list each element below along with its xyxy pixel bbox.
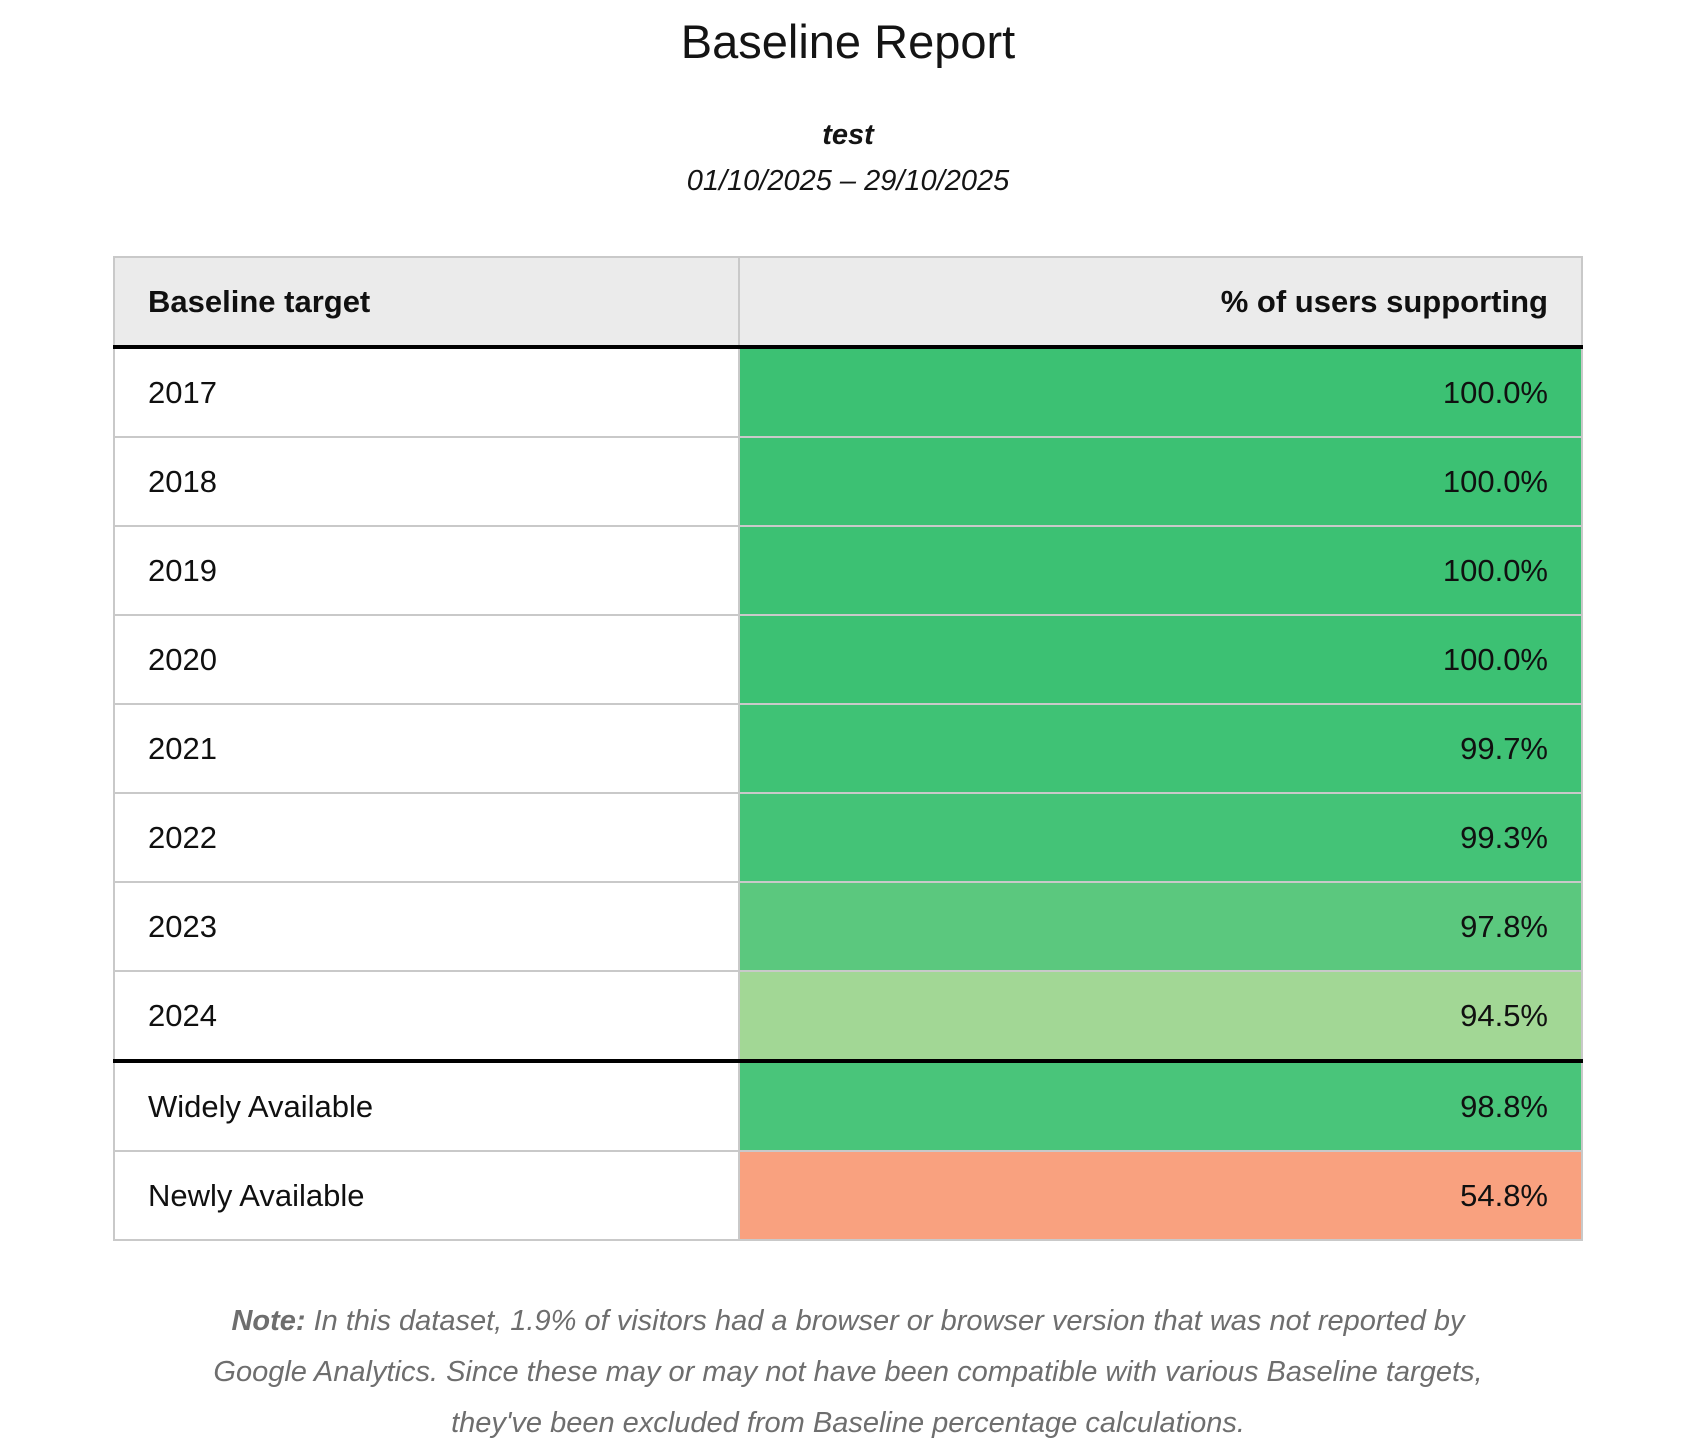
baseline-target-cell: 2020 <box>114 615 739 704</box>
baseline-target-cell: Widely Available <box>114 1061 739 1151</box>
table-row <box>114 347 1582 437</box>
percent-cell: 99.7% <box>739 704 1582 793</box>
page-title: Baseline Report <box>680 15 1016 68</box>
baseline-target-cell: 2019 <box>114 526 739 615</box>
table-row <box>114 704 1582 793</box>
footnote <box>206 1296 1491 1449</box>
table-header <box>114 257 1582 347</box>
baseline-report-table <box>113 256 1583 1241</box>
baseline-target-cell: 2023 <box>114 882 739 971</box>
percent-cell: 97.8% <box>739 882 1582 971</box>
footnote-label: Note: <box>231 1305 306 1337</box>
table-row <box>114 1151 1582 1240</box>
table-header-row <box>114 257 1582 347</box>
percent-cell: 54.8% <box>739 1151 1582 1240</box>
percent-cell: 100.0% <box>739 615 1582 704</box>
column-header-percent-supporting: % of users supporting <box>739 257 1582 347</box>
table-row <box>114 1061 1582 1151</box>
table-row <box>114 882 1582 971</box>
footnote-text: In this dataset, 1.9% of visitors had a browser or browser version that was not reported by Google Analytics. Since these may or may not have been compatible with various Baseline targets, they've been excluded from Baseline percentage calculations. <box>213 1305 1483 1439</box>
baseline-target-cell: 2024 <box>114 971 739 1061</box>
table-row <box>114 615 1582 704</box>
table-body <box>114 347 1582 1240</box>
percent-cell: 94.5% <box>739 971 1582 1061</box>
percent-cell: 99.3% <box>739 793 1582 882</box>
baseline-target-cell: 2021 <box>114 704 739 793</box>
percent-cell: 100.0% <box>739 526 1582 615</box>
percent-cell: 100.0% <box>739 437 1582 526</box>
column-header-baseline-target: Baseline target <box>114 257 739 347</box>
report-subhead <box>113 112 1583 204</box>
baseline-target-cell: 2018 <box>114 437 739 526</box>
baseline-target-cell: 2017 <box>114 347 739 437</box>
percent-cell: 98.8% <box>739 1061 1582 1151</box>
percent-cell: 100.0% <box>739 347 1582 437</box>
table-row <box>114 971 1582 1061</box>
report-page <box>113 0 1583 1449</box>
table-row <box>114 526 1582 615</box>
table-row <box>114 793 1582 882</box>
report-date-range: 01/10/2025 – 29/10/2025 <box>686 165 1010 197</box>
report-subtitle: test <box>822 119 874 151</box>
baseline-target-cell: Newly Available <box>114 1151 739 1240</box>
table-row <box>114 437 1582 526</box>
baseline-target-cell: 2022 <box>114 793 739 882</box>
